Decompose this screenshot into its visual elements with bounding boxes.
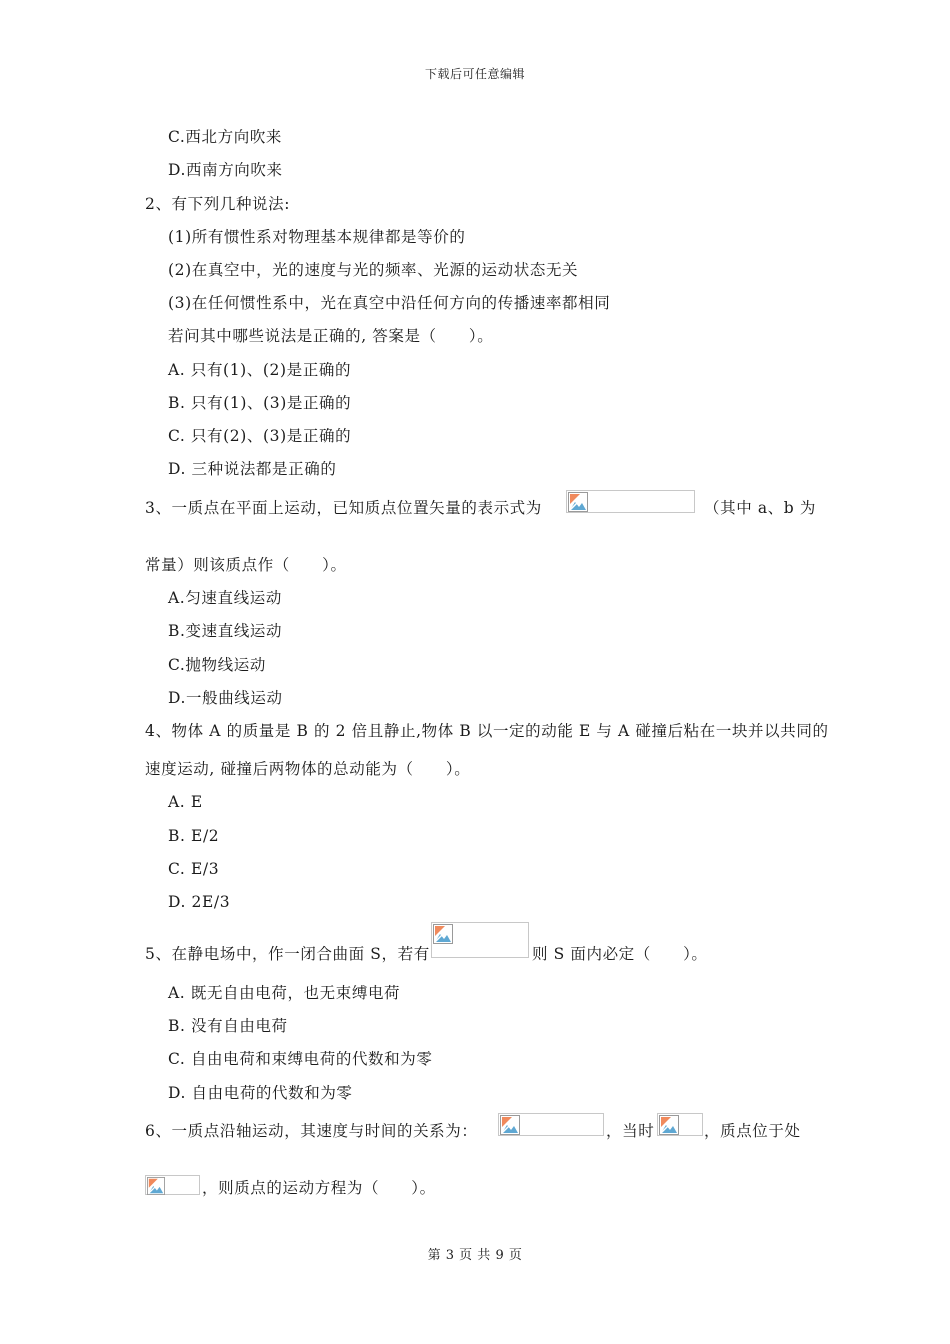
q6-stem-end: ，质点位于处 [704,1122,801,1140]
broken-image-icon [147,1177,165,1195]
broken-image-icon [500,1115,520,1135]
q2-statement-3: (3)在任何惯性系中，光在真空中沿任何方向的传播速率都相同 [168,294,611,312]
formula-image [145,1175,200,1195]
q4-option-a: A. E [168,793,203,811]
q2-statement-2: (2)在真空中，光的速度与光的频率、光源的运动状态无关 [168,261,579,279]
q6-stem-mid: ，当时 [606,1122,655,1140]
q6-stem-cont: ，则质点的运动方程为（ ）。 [202,1179,436,1197]
page-footer: 第 3 页 共 9 页 [427,1248,523,1263]
q5-option-b: B. 没有自由电荷 [168,1017,288,1035]
q6-stem-start: 6、一质点沿轴运动，其速度与时间的关系为： [145,1122,478,1140]
q2-option-d: D. 三种说法都是正确的 [168,460,337,478]
q3-stem-cont: 常量）则该质点作（ ）。 [145,556,347,574]
q2-option-c: C. 只有(2)、(3)是正确的 [168,427,352,445]
q1-option-d: D.西南方向吹来 [168,161,283,179]
q4-option-c: C. E/3 [168,860,220,878]
q2-option-b: B. 只有(1)、(3)是正确的 [168,394,352,412]
q4-option-d: D. 2E/3 [168,893,231,911]
q5-option-d: D. 自由电荷的代数和为零 [168,1084,353,1102]
q5-option-c: C. 自由电荷和束缚电荷的代数和为零 [168,1050,433,1068]
broken-image-icon [568,492,588,512]
broken-image-icon [433,924,453,944]
q2-stem: 2、有下列几种说法: [145,195,291,213]
q5-stem-end: 则 S 面内必定（ ）。 [532,945,708,963]
formula-image [431,922,529,958]
q3-option-a: A.匀速直线运动 [168,589,282,607]
q4-stem: 4、物体 A 的质量是 B 的 2 倍且静止,物体 B 以一定的动能 E 与 A 碰撞后粘在一块并以共同的 [145,722,829,740]
q3-stem-start: 3、一质点在平面上运动，已知质点位置矢量的表示式为 [145,499,542,517]
q3-option-c: C.抛物线运动 [168,656,266,674]
q2-option-a: A. 只有(1)、(2)是正确的 [168,361,352,379]
formula-image [498,1113,604,1136]
q5-stem-start: 5、在静电场中，作一闭合曲面 S，若有 [145,945,430,963]
q2-question: 若问其中哪些说法是正确的, 答案是（ ）。 [168,327,494,345]
q1-option-c: C.西北方向吹来 [168,128,283,146]
q2-statement-1: (1)所有惯性系对物理基本规律都是等价的 [168,228,466,246]
page-header: 下载后可任意编辑 [424,67,525,81]
formula-image [657,1113,703,1136]
formula-image [566,490,695,513]
broken-image-icon [659,1115,679,1135]
q5-option-a: A. 既无自由电荷，也无束缚电荷 [168,984,401,1002]
q3-option-d: D.一般曲线运动 [168,689,283,707]
q3-stem-end: （其中 a、b 为 [704,499,816,517]
q4-stem-cont: 速度运动, 碰撞后两物体的总动能为（ ）。 [145,760,471,778]
q3-option-b: B.变速直线运动 [168,622,283,640]
q4-option-b: B. E/2 [168,827,220,845]
